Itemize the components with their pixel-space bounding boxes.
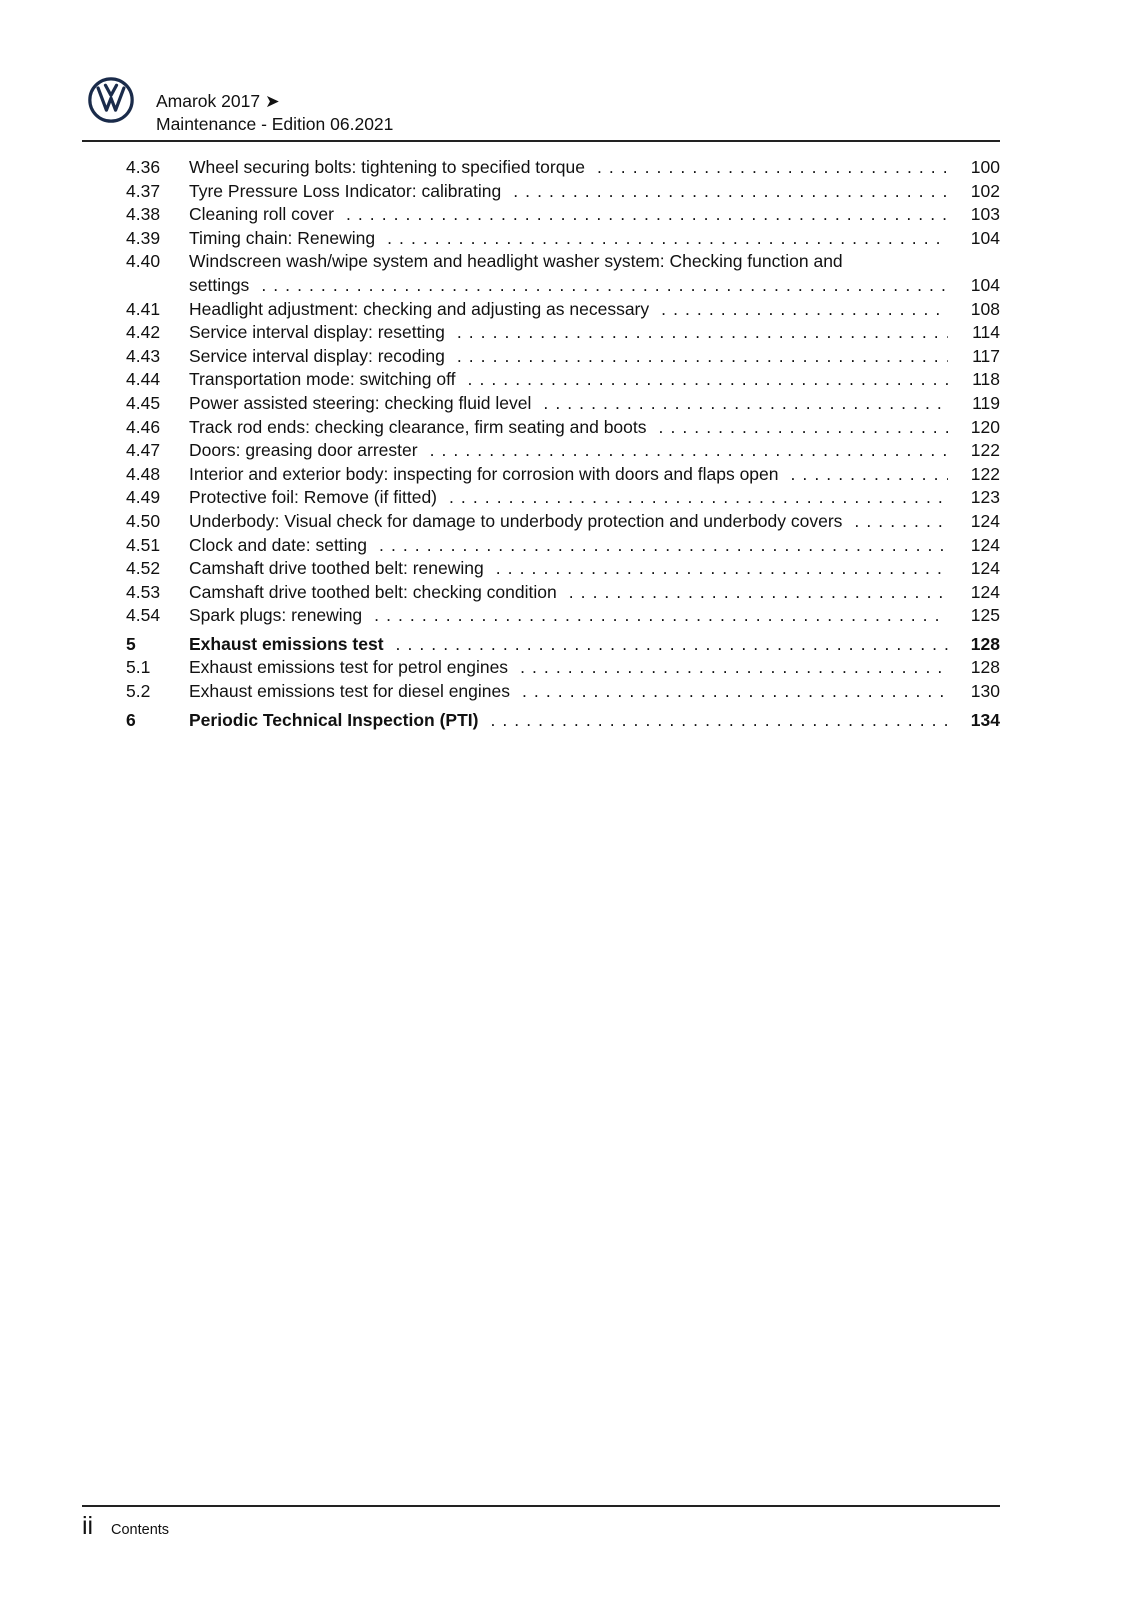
toc-title: Underbody: Visual check for damage to underbody protection and underbody covers [189, 511, 854, 531]
toc-title: Periodic Technical Inspection (PTI) [189, 710, 490, 730]
toc-number: 4.48 [126, 463, 161, 484]
toc-number: 4.36 [126, 157, 161, 177]
toc-page: 125 [970, 605, 1000, 626]
model-title: Amarok 2017 ➤ [156, 91, 280, 111]
toc-page: 103 [970, 204, 1000, 225]
toc-page: 114 [972, 322, 1000, 343]
table-of-contents [126, 156, 1000, 732]
toc-entry[interactable] [126, 392, 1000, 416]
toc-page: 102 [970, 180, 1000, 201]
toc-entry[interactable] [126, 604, 1000, 628]
toc-title: Camshaft drive toothed belt: checking condition [189, 582, 569, 602]
toc-entry[interactable] [126, 463, 1000, 487]
toc-page: 128 [970, 657, 1000, 678]
toc-title: Wheel securing bolts: tightening to specified torque [189, 157, 597, 177]
toc-number: 4.45 [126, 392, 161, 413]
toc-entry[interactable] [126, 227, 1000, 251]
toc-entry[interactable] [126, 439, 1000, 463]
toc-number: 5 [126, 633, 136, 654]
toc-title: Service interval display: recoding [189, 346, 457, 366]
page-footer [82, 1505, 1000, 1540]
toc-title: settings [189, 275, 261, 295]
toc-page: 128 [970, 633, 1000, 654]
toc-title: Clock and date: setting [189, 535, 379, 555]
footer-section-label: Contents [111, 1522, 170, 1538]
toc-number: 4.54 [126, 605, 161, 626]
toc-page: 124 [970, 534, 1000, 555]
toc-entry[interactable] [126, 298, 1000, 322]
toc-page: 130 [970, 681, 1000, 702]
toc-page: 100 [970, 157, 1000, 177]
toc-entry[interactable] [126, 180, 1000, 204]
toc-page: 118 [972, 369, 1000, 390]
toc-number: 4.43 [126, 345, 161, 366]
toc-page: 119 [972, 392, 1000, 413]
toc-title: Exhaust emissions test for diesel engines [189, 681, 522, 701]
toc-number: 4.41 [126, 298, 161, 319]
toc-number: 4.47 [126, 440, 161, 461]
vw-logo-icon [88, 77, 134, 123]
toc-chapter-entry[interactable] [126, 709, 1000, 733]
toc-title: Spark plugs: renewing [189, 605, 374, 625]
toc-title: Transportation mode: switching off [189, 369, 468, 389]
document-title [156, 90, 393, 136]
toc-title: Timing chain: Renewing [189, 228, 387, 248]
toc-chapter-entry[interactable] [126, 633, 1000, 657]
toc-title: Cleaning roll cover [189, 204, 346, 224]
toc-title: Camshaft drive toothed belt: renewing [189, 558, 496, 578]
toc-title: Power assisted steering: checking fluid level [189, 393, 543, 413]
toc-entry[interactable] [126, 156, 1000, 180]
toc-title: Service interval display: resetting [189, 322, 457, 342]
toc-page: 134 [970, 709, 1000, 730]
toc-entry[interactable] [126, 557, 1000, 581]
toc-page: 122 [970, 440, 1000, 461]
toc-entry[interactable] [126, 581, 1000, 605]
toc-number: 4.46 [126, 416, 161, 437]
toc-page: 123 [970, 487, 1000, 508]
toc-number: 4.38 [126, 204, 161, 225]
toc-page: 124 [970, 581, 1000, 602]
toc-entry[interactable] [126, 250, 1000, 297]
toc-entry[interactable] [126, 680, 1000, 704]
toc-title: Exhaust emissions test [189, 634, 396, 654]
toc-page: 104 [970, 227, 1000, 248]
toc-entry[interactable] [126, 203, 1000, 227]
toc-page: 117 [972, 345, 1000, 366]
toc-number: 4.50 [126, 510, 161, 531]
edition-title: Maintenance - Edition 06.2021 [156, 114, 394, 134]
toc-page: 124 [970, 510, 1000, 531]
toc-number: 4.53 [126, 581, 161, 602]
toc-number: 4.37 [126, 180, 161, 201]
toc-page: 104 [970, 274, 1000, 295]
toc-page: 120 [970, 416, 1000, 437]
toc-title: Headlight adjustment: checking and adjusting as necessary [189, 299, 661, 319]
toc-entry[interactable] [126, 416, 1000, 440]
toc-number: 4.52 [126, 558, 161, 579]
toc-title: Protective foil: Remove (if fitted) [189, 487, 449, 507]
toc-number: 4.49 [126, 487, 161, 508]
toc-entry[interactable] [126, 486, 1000, 510]
toc-title: Doors: greasing door arrester [189, 440, 430, 460]
toc-number: 6 [126, 709, 136, 730]
toc-title: Exhaust emissions test for petrol engines [189, 657, 520, 677]
toc-page: 124 [970, 558, 1000, 579]
toc-number: 5.1 [126, 657, 151, 678]
toc-page: 122 [970, 463, 1000, 484]
toc-number: 4.40 [126, 251, 161, 272]
toc-entry[interactable] [126, 510, 1000, 534]
toc-title: Track rod ends: checking clearance, firm seating and boots [189, 417, 659, 437]
toc-number: 5.2 [126, 681, 151, 702]
page-header [82, 72, 1000, 142]
toc-entry[interactable] [126, 345, 1000, 369]
toc-number: 4.42 [126, 322, 161, 343]
toc-entry[interactable] [126, 656, 1000, 680]
toc-title: Interior and exterior body: inspecting for corrosion with doors and flaps open [189, 464, 791, 484]
toc-entry[interactable] [126, 321, 1000, 345]
toc-title-first-line: Windscreen wash/wipe system and headlight washer system: Checking function and [189, 251, 843, 272]
toc-title: Tyre Pressure Loss Indicator: calibrating [189, 181, 513, 201]
toc-number: 4.39 [126, 227, 161, 248]
toc-entry[interactable] [126, 534, 1000, 558]
toc-entry[interactable] [126, 368, 1000, 392]
toc-page: 108 [970, 298, 1000, 319]
footer-page-number: ii [82, 1512, 94, 1540]
toc-number: 4.44 [126, 369, 161, 390]
toc-number: 4.51 [126, 534, 161, 555]
